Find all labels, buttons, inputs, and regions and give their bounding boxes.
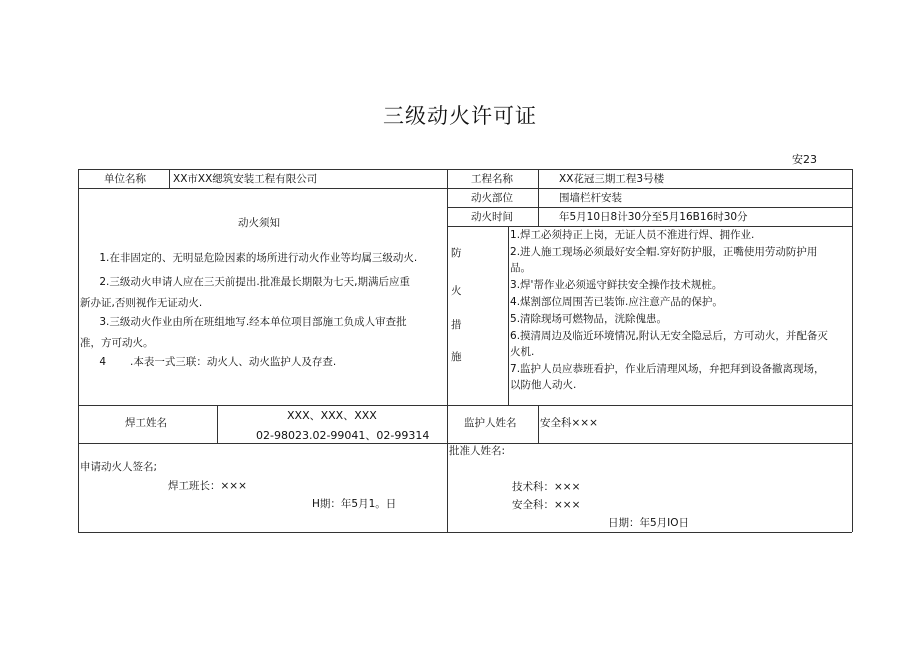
notice-item xyxy=(80,354,442,370)
notice-item-text: .三级动火作业由所在班组地写.经本单位项目部施工负成人审查批 xyxy=(106,316,407,328)
page-title: 三级动火许可证 xyxy=(383,104,537,128)
measures-side-label: 施 xyxy=(451,351,462,363)
measure-number: 1 xyxy=(510,229,517,241)
welder-label: 焊工姓名 xyxy=(125,417,167,429)
notice-item-text: .在非固定的、无明显危险因素的场所进行动火作业等均属三级动火. xyxy=(106,252,418,264)
approver-label: 批准人姓名: xyxy=(449,445,506,457)
table-line xyxy=(169,169,170,188)
notice-item xyxy=(80,274,442,311)
guardian-label: 监护人姓名 xyxy=(464,417,517,429)
measure-number: 4 xyxy=(510,296,517,308)
location-label: 动火部位 xyxy=(471,192,513,204)
measures-side-label: 措 xyxy=(451,319,462,331)
applicant-date: H期：年5月1。日 xyxy=(312,498,397,510)
notice-item-text: 新办证,否则视作无证动火. xyxy=(80,297,203,309)
approver-safety: 安全科：××× xyxy=(512,499,581,511)
measures-list xyxy=(510,227,850,393)
notice-item xyxy=(80,250,442,266)
measures-side-label: 火 xyxy=(451,285,462,297)
notice-item-number: 3 xyxy=(99,316,106,328)
measure-text: 品。 xyxy=(510,262,531,274)
table-line xyxy=(852,169,853,532)
list-item xyxy=(510,244,850,276)
measure-text: .摸清周边及临近环境情况,附认无安全隐忌后，方可动火，并配备灭 xyxy=(516,330,828,342)
table-line xyxy=(78,188,852,189)
table-line xyxy=(538,405,539,443)
welder-certs: 02-98023.02-99041、02-99314 xyxy=(256,429,430,442)
applicant-label: 申请动火人签名; xyxy=(80,461,158,473)
unit-label: 单位名称 xyxy=(104,173,146,185)
notice-item-number: 2 xyxy=(99,276,106,288)
notice-title: 动火须知 xyxy=(238,217,280,229)
notice-item-text: 准，方可动火。 xyxy=(80,337,154,349)
document-number: 安23 xyxy=(792,153,817,166)
measure-text: .煤割部位周围苦已装饰.应注意产品的保护。 xyxy=(516,296,723,308)
table-line xyxy=(538,169,539,226)
list-item xyxy=(510,361,850,393)
location-value: 围墙栏杆安装 xyxy=(559,192,622,204)
measure-text: 以防他人动火. xyxy=(510,379,577,391)
measure-number: 2 xyxy=(510,246,517,258)
measure-number: 5 xyxy=(510,313,517,325)
table-line xyxy=(447,207,852,208)
list-item xyxy=(510,311,850,327)
approver-date: 日期：年5月IO日 xyxy=(608,517,690,529)
table-line xyxy=(78,405,852,406)
notice-item-number: 4 xyxy=(99,356,106,368)
table-line xyxy=(508,226,509,405)
list-item xyxy=(510,294,850,310)
project-label: 工程名称 xyxy=(471,173,513,185)
measure-text: .焊工必须持正上岗，无证人员不淮进行焊、拥作业. xyxy=(516,229,755,241)
notice-item xyxy=(80,314,442,351)
measure-text: .进人施工现场必须最好安全帽.穿好防护服，正嘴使用劳动防护用 xyxy=(516,246,818,258)
notice-item-number: 1 xyxy=(99,252,106,264)
measure-text: .监护人员应恭班看护，作业后清理风场，弁把拜到设备撤离现场， xyxy=(516,363,825,375)
welder-names: XXX、XXX、XXX xyxy=(287,409,377,422)
guardian-value: 安全科××× xyxy=(540,417,598,429)
measures-side-label: 防 xyxy=(451,247,462,259)
table-line xyxy=(78,532,852,533)
welder-leader: 焊工班长：××× xyxy=(168,480,247,492)
table-line xyxy=(217,405,218,443)
time-value: 年5月10日8计30分至5月16B16时30分 xyxy=(559,211,748,223)
measure-number: 6 xyxy=(510,330,517,342)
time-label: 动火时间 xyxy=(471,211,513,223)
table-line xyxy=(447,169,448,532)
list-item xyxy=(510,277,850,293)
unit-value: XX市XX缌筑安装工程有限公司 xyxy=(173,173,318,185)
measure-number: 3 xyxy=(510,279,517,291)
measure-number: 7 xyxy=(510,363,517,375)
notice-item-text: .本表一式三联：动火人、动火监护人及存查. xyxy=(130,356,337,368)
measure-text: .清除现场可燃物品，洸除傀患。 xyxy=(516,313,668,325)
measure-text: .焊'帮作业必须遥守鲜扶安全操作技术规桩。 xyxy=(516,279,723,291)
approver-tech: 技术科：××× xyxy=(512,481,581,493)
project-value: XX花冠三期工程3号楼 xyxy=(559,173,665,185)
list-item xyxy=(510,227,850,243)
table-line xyxy=(78,443,852,444)
list-item xyxy=(510,328,850,360)
notice-item-text: .三级动火申请人应在三天前提出.批准最长期限为七天,期满后应重 xyxy=(106,276,411,288)
table-line xyxy=(78,169,852,170)
measure-text: 火机. xyxy=(510,346,535,358)
table-line xyxy=(78,169,79,532)
